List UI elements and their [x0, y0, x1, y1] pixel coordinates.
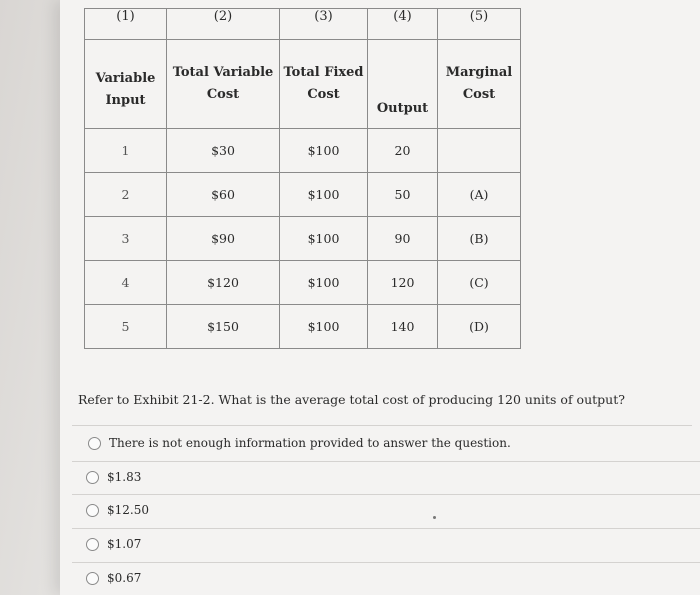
- radio-button-icon[interactable]: [88, 437, 101, 450]
- speck: [433, 516, 436, 519]
- answer-option[interactable]: [86, 470, 141, 484]
- divider: [72, 425, 692, 426]
- table-row: [85, 217, 521, 261]
- answer-option-label: $1.07: [107, 537, 142, 551]
- output-cell: 50: [368, 173, 438, 217]
- output-cell: 120: [368, 261, 438, 305]
- variable-input-header: Variable Input: [85, 40, 167, 129]
- variable-input-cell: 5: [85, 305, 167, 349]
- answer-option-label: There is not enough information provided to answer the question.: [109, 436, 511, 450]
- table-row: [85, 173, 521, 217]
- total-variable-cost-header: Total Variable Cost: [167, 40, 280, 129]
- column-number: (2): [167, 9, 280, 40]
- exhibit-table: [84, 8, 521, 349]
- marginal-cost-cell: (D): [438, 305, 521, 349]
- total-variable-cost-cell: $30: [167, 129, 280, 173]
- total-variable-cost-cell: $90: [167, 217, 280, 261]
- output-cell: 140: [368, 305, 438, 349]
- output-header: Output: [368, 40, 438, 129]
- table-row: [85, 305, 521, 349]
- marginal-cost-cell: [438, 129, 521, 173]
- radio-button-icon[interactable]: [86, 538, 99, 551]
- marginal-cost-cell: (C): [438, 261, 521, 305]
- divider: [72, 494, 700, 495]
- table-row: [85, 261, 521, 305]
- answer-option[interactable]: [86, 571, 141, 585]
- column-number: (1): [85, 9, 167, 40]
- answer-option-label: $1.83: [107, 470, 142, 484]
- marginal-cost-header: Marginal Cost: [438, 40, 521, 129]
- question-text: Refer to Exhibit 21-2. What is the average total cost of producing 120 units of output?: [78, 392, 625, 407]
- total-fixed-cost-header: Total Fixed Cost: [280, 40, 368, 129]
- radio-button-icon[interactable]: [86, 504, 99, 517]
- variable-input-cell: 4: [85, 261, 167, 305]
- total-variable-cost-cell: $60: [167, 173, 280, 217]
- variable-input-cell: 3: [85, 217, 167, 261]
- divider: [72, 528, 700, 529]
- radio-button-icon[interactable]: [86, 572, 99, 585]
- divider: [72, 562, 700, 563]
- header-row: [85, 40, 521, 129]
- marginal-cost-cell: (A): [438, 173, 521, 217]
- total-variable-cost-cell: $150: [167, 305, 280, 349]
- variable-input-cell: 1: [85, 129, 167, 173]
- radio-button-icon[interactable]: [86, 471, 99, 484]
- column-number-row: [85, 9, 521, 40]
- total-fixed-cost-cell: $100: [280, 261, 368, 305]
- column-number: (3): [280, 9, 368, 40]
- marginal-cost-cell: (B): [438, 217, 521, 261]
- output-cell: 90: [368, 217, 438, 261]
- answer-option[interactable]: [88, 436, 511, 450]
- answer-option[interactable]: [86, 503, 149, 517]
- answer-option-label: $0.67: [107, 571, 142, 585]
- total-variable-cost-cell: $120: [167, 261, 280, 305]
- table-row: [85, 129, 521, 173]
- answer-option[interactable]: [86, 537, 141, 551]
- column-number: (5): [438, 9, 521, 40]
- total-fixed-cost-cell: $100: [280, 129, 368, 173]
- column-number: (4): [368, 9, 438, 40]
- total-fixed-cost-cell: $100: [280, 305, 368, 349]
- total-fixed-cost-cell: $100: [280, 173, 368, 217]
- divider: [72, 461, 700, 462]
- total-fixed-cost-cell: $100: [280, 217, 368, 261]
- variable-input-cell: 2: [85, 173, 167, 217]
- output-cell: 20: [368, 129, 438, 173]
- answer-option-label: $12.50: [107, 503, 149, 517]
